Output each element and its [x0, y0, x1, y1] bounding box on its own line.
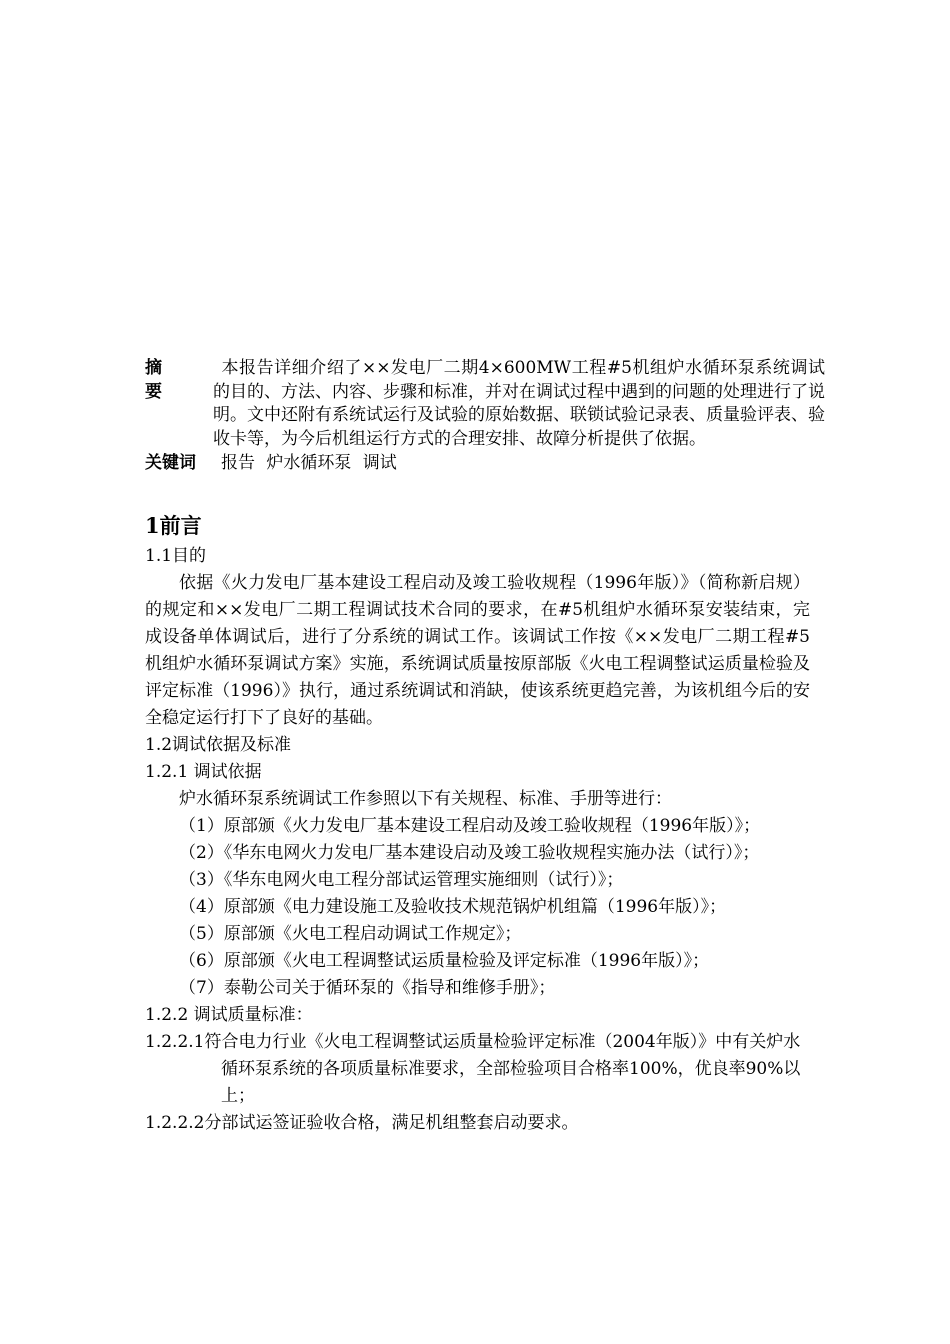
- reference-item: （3）《华东电网火电工程分部试运管理实施细则（试行）》；: [179, 870, 624, 890]
- quality-standard-item: 1.2.2.1符合电力行业《火电工程调整试运质量检验评定标准（2004年版）》中有关炉水循环泵系统的各项质量标准要求，全部检验项目合格率100%，优良率90%以上；: [145, 1032, 801, 1106]
- section-1-1-paragraph: 依据《火力发电厂基本建设工程启动及竣工验收规程（1996年版）》（简称新启规）的规定和××发电厂二期工程调试技术合同的要求，在#5机组炉水循环泵安装结束，完成设备单体调试后，进行了分系统的调试工作。该调试工作按《××发电厂二期工程#5机组炉水循环泵调试方案》实施，系统调试质量按原部版《火电工程调整试运质量检验及评定标准（1996）》执行，通过系统调试和消缺，使该系统更趋完善，为该机组今后的安全稳定运行打下了良好的基础。: [145, 573, 810, 728]
- keywords-row: [145, 452, 825, 476]
- section-1-1-heading: 1.1目的: [145, 546, 207, 566]
- abstract-row: [145, 357, 825, 451]
- section-1-2-heading: 1.2调试依据及标准: [145, 735, 292, 755]
- abstract-label: 摘要: [145, 358, 183, 402]
- reference-item: （7）泰勒公司关于循环泵的《指导和维修手册》；: [179, 978, 556, 998]
- document-body: [145, 510, 810, 1137]
- reference-item: （5）原部颁《火电工程启动调试工作规定》；: [179, 924, 522, 944]
- section-1-2-1-intro: 炉水循环泵系统调试工作参照以下有关规程、标准、手册等进行：: [179, 789, 672, 809]
- keywords-text: 报告 炉水循环泵 调试: [221, 453, 397, 473]
- reference-item: （6）原部颁《火电工程调整试运质量检验及评定标准（1996年版）》；: [179, 951, 710, 971]
- quality-standard-item: 1.2.2.2分部试运签证验收合格，满足机组整套启动要求。: [145, 1113, 579, 1133]
- abstract-text: 本报告详细介绍了××发电厂二期4×600MW工程#5机组炉水循环泵系统调试的目的、方法、内容、步骤和标准，并对在调试过程中遇到的问题的处理进行了说明。文中还附有系统试运行及试验的原始数据、联锁试验记录表、质量验评表、验收卡等，为今后机组运行方式的合理安排、故障分析提供了依据。: [213, 358, 825, 449]
- abstract-block: [145, 357, 825, 476]
- section-1-2-2-heading: 1.2.2 调试质量标准：: [145, 1005, 313, 1025]
- section-1-2-1-heading: 1.2.1 调试依据: [145, 762, 262, 782]
- reference-item: （4）原部颁《电力建设施工及验收技术规范锅炉机组篇（1996年版）》；: [179, 897, 727, 917]
- reference-item: （2）《华东电网火力发电厂基本建设启动及竣工验收规程实施办法（试行）》；: [179, 843, 760, 863]
- section-1-title: 1前言: [145, 513, 202, 538]
- reference-item: （1）原部颁《火力发电厂基本建设工程启动及竣工验收规程（1996年版）》；: [179, 816, 761, 836]
- keywords-label: 关键词: [145, 453, 196, 473]
